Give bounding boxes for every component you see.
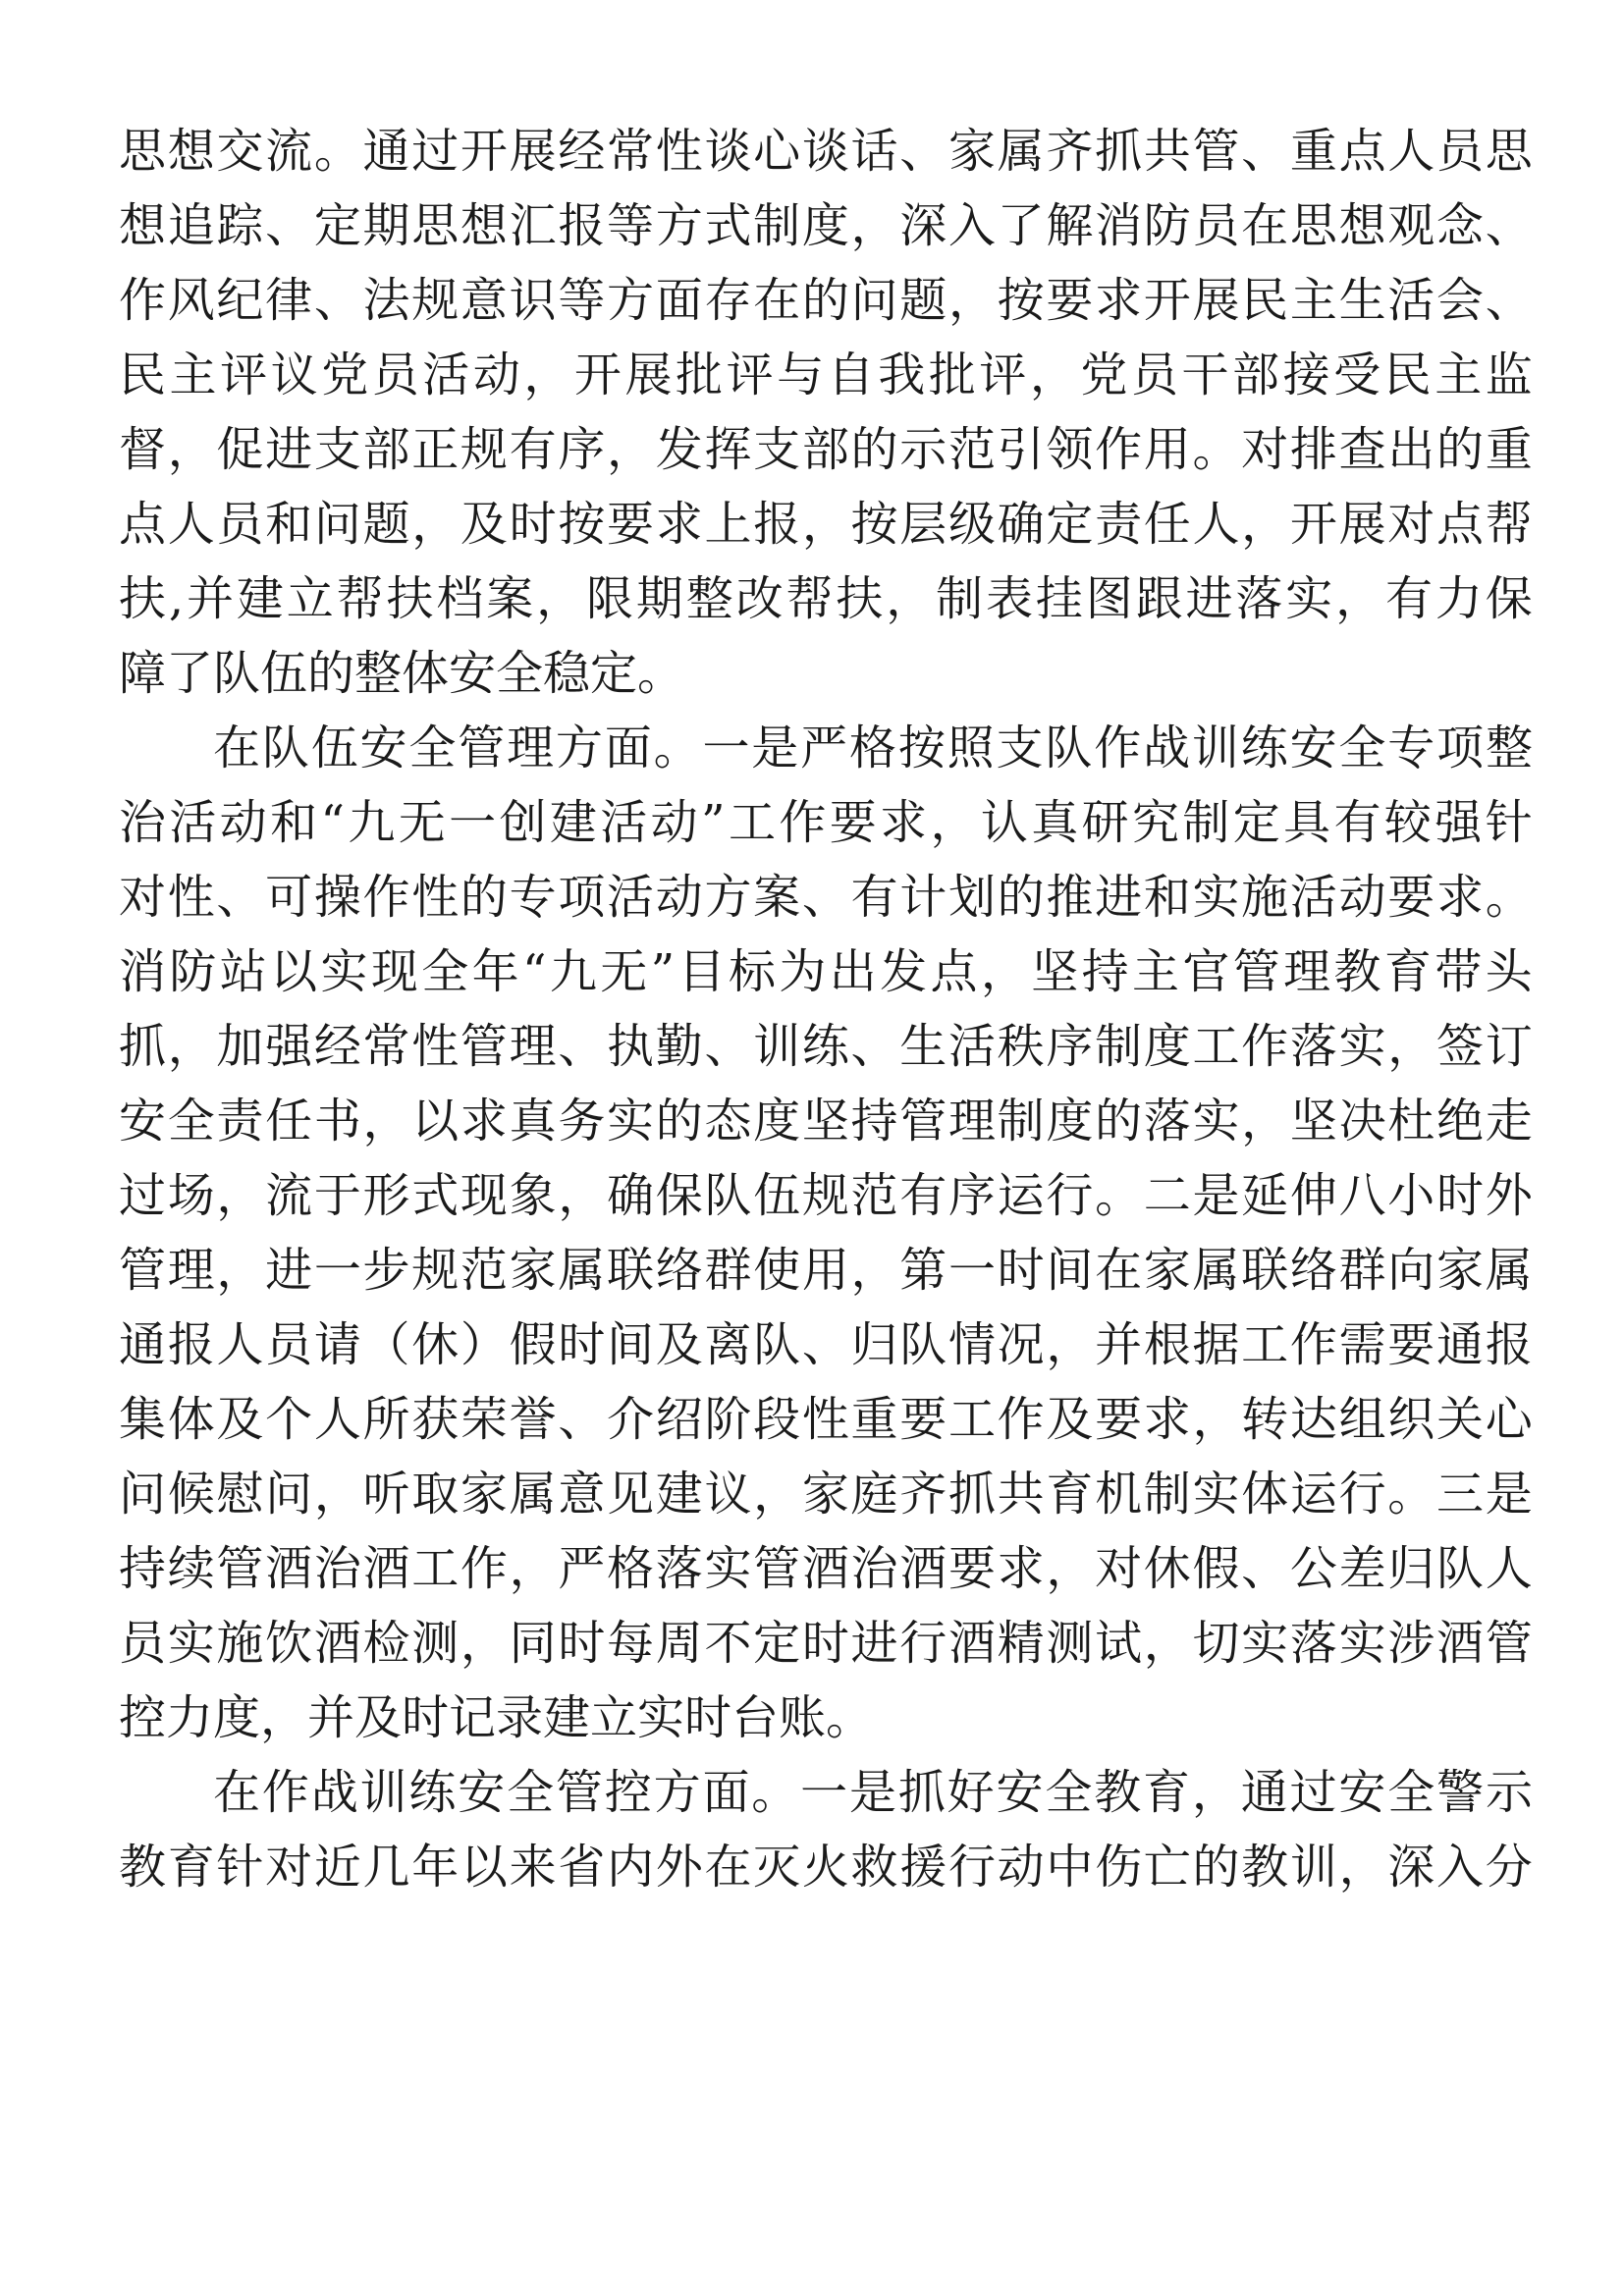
paragraph-first-line: 在 队 伍 安 全 管 理 方 面 。 一 是 严 格 按 照 支 队 作 战 训 练 安 全 专 项 整: [213, 721, 1533, 775]
paragraph-first-line: 在 作 战 训 练 安 全 管 控 方 面 。 一 是 抓 好 安 全 教 育 ， 通 过 安 全 警 示: [213, 1765, 1533, 1820]
text-line: 员 实 施 饮 酒 检 测 ， 同 时 每 周 不 定 时 进 行 酒 精 测 试 ， 切 实 落 实 涉 酒 管: [119, 1616, 1533, 1671]
text-line: 对 性 、 可 操 作 性 的 专 项 活 动 方 案 、 有 计 划 的 推 进 和 实 施 活 动 要 求 。: [119, 870, 1533, 925]
text-line: 督 ， 促 进 支 部 正 规 有 序 ， 发 挥 支 部 的 示 范 引 领 作 用 。 对 排 查 出 的 重: [119, 422, 1533, 477]
text-line: 过 场 ， 流 于 形 式 现 象 ， 确 保 队 伍 规 范 有 序 运 行 。 二 是 延 伸 八 小 时 外: [119, 1168, 1533, 1223]
text-line: 扶 , 并 建 立 帮 扶 档 案 ， 限 期 整 改 帮 扶 ， 制 表 挂 图 跟 进 落 实 ， 有 力 保: [119, 571, 1533, 626]
text-line: 控力度，并及时记录建立实时台账。: [119, 1690, 874, 1745]
text-line: 问 候 慰 问 ， 听 取 家 属 意 见 建 议 ， 家 庭 齐 抓 共 育 机 制 实 体 运 行 。 三 是: [119, 1467, 1533, 1522]
text-line: 消 防 站 以 实 现 全 年 “ 九 无 ” 目 标 为 出 发 点 ， 坚 持 主 官 管 理 教 育 带 头: [119, 944, 1533, 999]
text-line: 作 风 纪 律 、 法 规 意 识 等 方 面 存 在 的 问 题 ， 按 要 求 开 展 民 主 生 活 会 、: [119, 273, 1533, 328]
text-line: 抓 ， 加 强 经 常 性 管 理 、 执 勤 、 训 练 、 生 活 秩 序 制 度 工 作 落 实 ， 签 订: [119, 1019, 1533, 1074]
document-body: [119, 114, 1533, 1904]
text-line: 集 体 及 个 人 所 获 荣 誉 、 介 绍 阶 段 性 重 要 工 作 及 要 求 ， 转 达 组 织 关 心: [119, 1392, 1533, 1447]
text-line: 想 追 踪 、 定 期 思 想 汇 报 等 方 式 制 度 ， 深 入 了 解 消 防 员 在 思 想 观 念 、: [119, 198, 1533, 253]
text-line: 安 全 责 任 书 ， 以 求 真 务 实 的 态 度 坚 持 管 理 制 度 的 落 实 ， 坚 决 杜 绝 走: [119, 1094, 1533, 1148]
text-line: 教 育 针 对 近 几 年 以 来 省 内 外 在 灭 火 救 援 行 动 中 伤 亡 的 教 训 ， 深 入 分: [119, 1840, 1533, 1895]
text-line: 持 续 管 酒 治 酒 工 作 ， 严 格 落 实 管 酒 治 酒 要 求 ， 对 休 假 、 公 差 归 队 人: [119, 1541, 1533, 1596]
text-line: 民 主 评 议 党 员 活 动 ， 开 展 批 评 与 自 我 批 评 ， 党 员 干 部 接 受 民 主 监: [119, 347, 1533, 402]
text-line: 障了队伍的整体安全稳定。: [119, 646, 685, 701]
text-line: 治 活 动 和 “ 九 无 一 创 建 活 动 ” 工 作 要 求 ， 认 真 研 究 制 定 具 有 较 强 针: [119, 795, 1533, 850]
text-line: 通 报 人 员 请 （ 休 ） 假 时 间 及 离 队 、 归 队 情 况 ， 并 根 据 工 作 需 要 通 报: [119, 1317, 1533, 1372]
text-line: 点 人 员 和 问 题 ， 及 时 按 要 求 上 报 ， 按 层 级 确 定 责 任 人 ， 开 展 对 点 帮: [119, 497, 1533, 552]
text-line: 思 想 交 流 。 通 过 开 展 经 常 性 谈 心 谈 话 、 家 属 齐 抓 共 管 、 重 点 人 员 思: [119, 124, 1533, 179]
text-line: 管 理 ， 进 一 步 规 范 家 属 联 络 群 使 用 ， 第 一 时 间 在 家 属 联 络 群 向 家 属: [119, 1243, 1533, 1298]
